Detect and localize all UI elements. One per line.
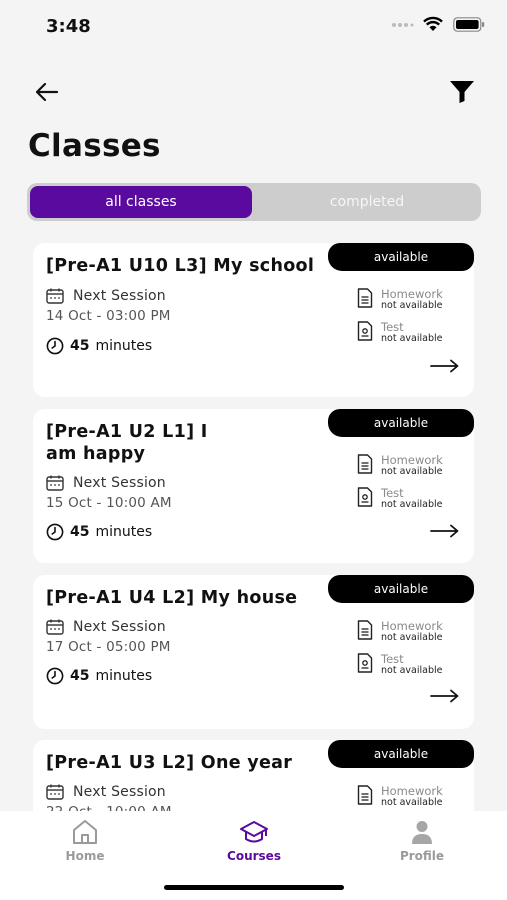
tab-courses-label: Courses: [227, 849, 281, 863]
duration: [46, 667, 152, 685]
class-list[interactable]: [0, 243, 507, 811]
signal-icon: [391, 22, 413, 28]
document-icon: [357, 620, 373, 640]
test-status: not available: [381, 499, 443, 510]
test-info: [357, 321, 442, 344]
class-card[interactable]: [33, 575, 474, 729]
arrow-left-icon: [35, 82, 59, 102]
next-session-label: Next Session: [73, 619, 166, 635]
homework-label: Homework: [381, 287, 443, 301]
tab-home-label: Home: [65, 849, 105, 863]
open-class-button[interactable]: [429, 522, 461, 540]
calendar-icon: [46, 288, 64, 304]
class-filter-tabs: [27, 183, 481, 221]
homework-label: Homework: [381, 453, 443, 467]
homework-label: Homework: [381, 619, 443, 633]
status-badge: available: [328, 575, 474, 603]
home-indicator: [164, 885, 344, 890]
status-badge: available: [328, 409, 474, 437]
home-icon: [71, 819, 99, 845]
duration-unit: minutes: [95, 668, 153, 684]
duration-value: 45: [70, 668, 90, 684]
class-title: [Pre-A1 U10 L3] My school: [46, 256, 315, 276]
homework-info: [357, 288, 443, 311]
tab-profile-label: Profile: [399, 849, 445, 863]
tab-all-classes[interactable]: all classes: [30, 186, 252, 218]
test-label: Test: [381, 652, 404, 666]
homework-status: not available: [381, 632, 443, 643]
class-card[interactable]: [33, 243, 474, 397]
status-icons: [391, 17, 485, 32]
homework-status: not available: [381, 797, 443, 808]
test-label: Test: [381, 320, 404, 334]
duration: [46, 523, 152, 541]
filter-button[interactable]: [447, 78, 477, 106]
test-info: [357, 653, 442, 676]
class-title: [Pre-A1 U4 L2] My house: [46, 588, 298, 608]
next-session: [46, 784, 166, 800]
next-session: [46, 288, 166, 304]
tab-home[interactable]: [25, 819, 145, 863]
next-session: [46, 619, 166, 635]
document-icon: [357, 785, 373, 805]
test-document-icon: [357, 321, 373, 341]
next-session-label: Next Session: [73, 475, 166, 491]
duration: [46, 337, 152, 355]
document-icon: [357, 454, 373, 474]
tab-profile[interactable]: [362, 819, 482, 863]
page-title: Classes: [28, 128, 161, 164]
class-title: [Pre-A1 U2 L1] I am happy: [46, 422, 208, 464]
next-session: [46, 475, 166, 491]
tab-completed[interactable]: completed: [329, 194, 405, 210]
graduation-cap-icon: [239, 819, 269, 845]
test-document-icon: [357, 487, 373, 507]
calendar-icon: [46, 784, 64, 800]
duration-value: 45: [70, 338, 90, 354]
next-session-date: 17 Oct - 05:00 PM: [46, 639, 171, 655]
status-badge: available: [328, 243, 474, 271]
duration-unit: minutes: [95, 524, 153, 540]
class-card[interactable]: [33, 409, 474, 563]
homework-status: not available: [381, 300, 443, 311]
clock-icon: [46, 337, 64, 355]
test-info: [357, 487, 442, 510]
homework-label: Homework: [381, 784, 443, 798]
person-icon: [409, 819, 435, 845]
test-document-icon: [357, 653, 373, 673]
arrow-right-icon: [430, 359, 460, 373]
battery-icon: [453, 17, 485, 32]
homework-info: [357, 620, 443, 643]
status-time: 3:48: [46, 16, 91, 37]
next-session-label: Next Session: [73, 784, 166, 800]
open-class-button[interactable]: [429, 687, 461, 705]
document-icon: [357, 288, 373, 308]
next-session-label: Next Session: [73, 288, 166, 304]
homework-info: [357, 785, 443, 808]
next-session-date: 14 Oct - 03:00 PM: [46, 308, 171, 324]
status-badge: available: [328, 740, 474, 768]
tab-courses[interactable]: [194, 819, 314, 863]
status-bar: [0, 0, 507, 54]
clock-icon: [46, 523, 64, 541]
homework-status: not available: [381, 466, 443, 477]
calendar-icon: [46, 475, 64, 491]
homework-info: [357, 454, 443, 477]
clock-icon: [46, 667, 64, 685]
wifi-icon: [423, 17, 443, 32]
test-label: Test: [381, 486, 404, 500]
open-class-button[interactable]: [429, 357, 461, 375]
calendar-icon: [46, 619, 64, 635]
test-status: not available: [381, 665, 443, 676]
next-session-date: 15 Oct - 10:00 AM: [46, 495, 172, 511]
duration-unit: minutes: [95, 338, 153, 354]
arrow-right-icon: [430, 524, 460, 538]
filter-icon: [449, 80, 475, 104]
arrow-right-icon: [430, 689, 460, 703]
duration-value: 45: [70, 524, 90, 540]
test-status: not available: [381, 333, 443, 344]
class-title: [Pre-A1 U3 L2] One year: [46, 753, 293, 773]
back-button[interactable]: [32, 78, 62, 106]
